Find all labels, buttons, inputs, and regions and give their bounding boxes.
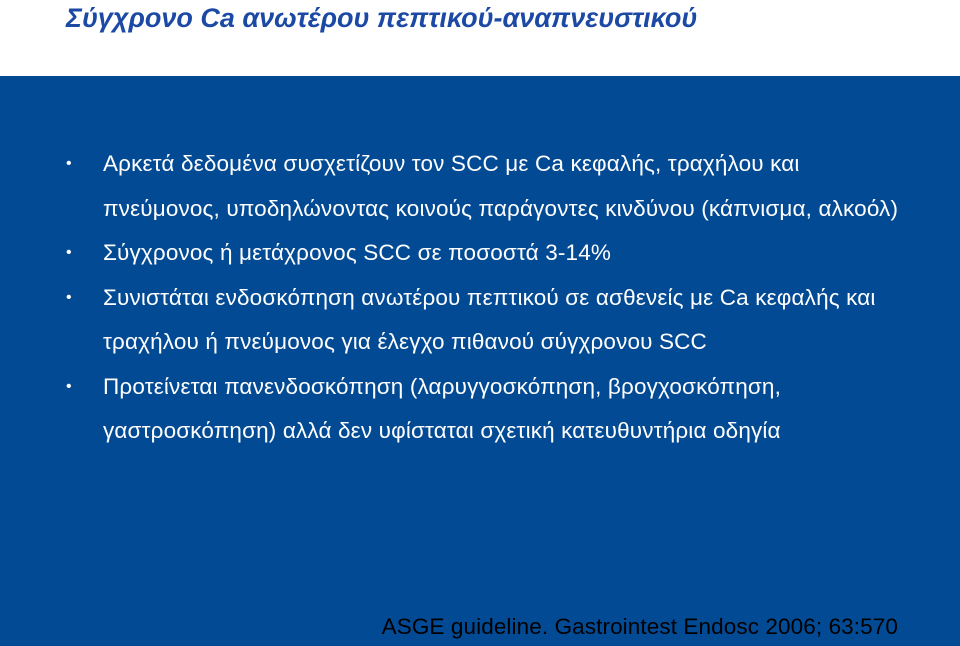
bullet-icon: •: [66, 377, 72, 395]
bullet-text: Αρκετά δεδομένα συσχετίζουν τον SCC με Ca κεφαλής, τραχήλου και πνεύμονος, υποδηλώνοντας κοινούς παράγοντες κινδύνου (κάπνισμα, αλκοόλ): [103, 151, 899, 221]
bullet-list: [0, 142, 960, 454]
bullet-text: Προτείνεται πανενδοσκόπηση (λαρυγγοσκόπηση, βρογχοσκόπηση, γαστροσκόπηση) αλλά δεν υφίσταται σχετική κατευθυντήρια οδηγία: [103, 373, 781, 443]
bullet-item-1: [0, 142, 960, 231]
content-panel: [0, 76, 960, 646]
bullet-item-2: [0, 231, 960, 276]
bullet-text: Σύγχρονος ή μετάχρονος SCC σε ποσοστά 3-14%: [103, 240, 612, 265]
slide-title: Σύγχρονο Ca ανωτέρου πεπτικού-αναπνευστικού: [66, 3, 698, 33]
bullet-icon: •: [66, 155, 72, 172]
bullet-item-4: [0, 365, 960, 454]
bullet-text: Συνιστάται ενδοσκόπηση ανωτέρου πεπτικού σε ασθενείς με Ca κεφαλής και τραχήλου ή πνεύμονος για έλεγχο πιθανού σύγχρονου SCC: [103, 284, 876, 354]
bullet-icon: •: [66, 288, 72, 306]
bullet-item-3: [0, 276, 960, 365]
bullet-icon: •: [66, 244, 72, 261]
citation-reference: ASGE guideline. Gastrointest Endosc 2006; 63:570: [381, 614, 898, 639]
